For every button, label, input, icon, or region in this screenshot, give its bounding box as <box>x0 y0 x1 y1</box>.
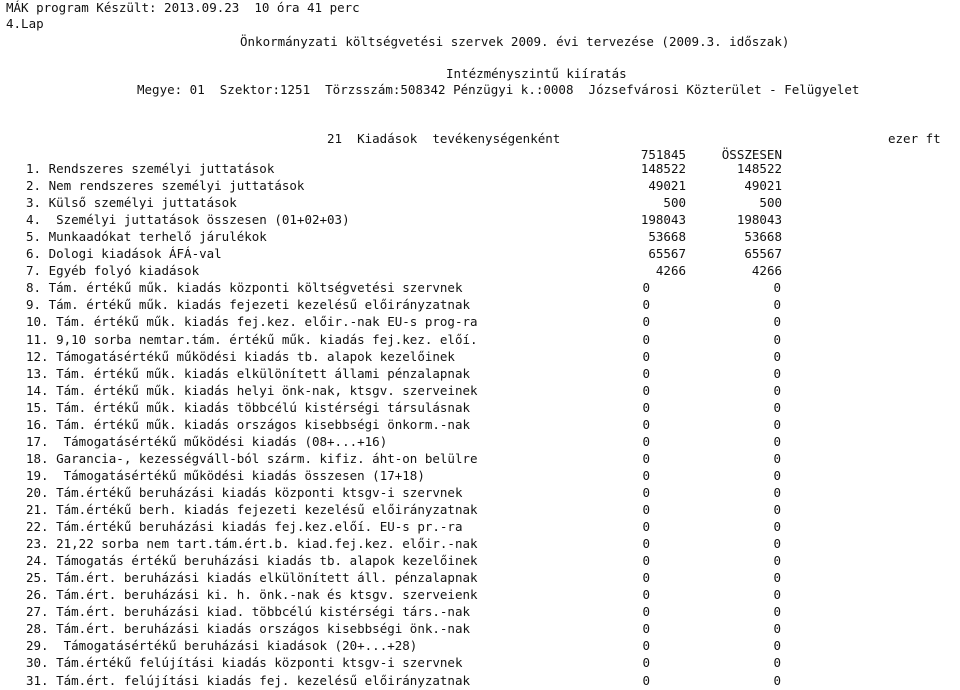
section-heading: 21 Kiadások tevékenységenként <box>327 131 561 146</box>
row-value-code: 0 <box>642 536 650 552</box>
table-row <box>0 211 960 229</box>
row-label: 30. Tám.értékű felújítási kiadás központi ktsgv-i szervnek <box>26 655 463 671</box>
row-label: 1. Rendszeres személyi juttatások <box>26 161 275 176</box>
table-row <box>0 637 960 655</box>
row-value-total: 0 <box>773 382 781 398</box>
table-row <box>0 160 960 178</box>
table-row <box>0 603 960 621</box>
row-value-total: 0 <box>773 280 781 296</box>
row-value-total: 500 <box>759 195 782 211</box>
institution-line: Megye: 01 Szektor:1251 Törzsszám:508342 Pénzügyi k.:0008 Józsefvárosi Közterület - Felügyelet <box>137 82 860 97</box>
row-value-code: 65567 <box>648 246 686 262</box>
row-value-total: 0 <box>773 467 781 483</box>
row-value-code: 0 <box>642 502 650 517</box>
row-label: 21. Tám.értékű berh. kiadás fejezeti kezelésű előirányzatnak <box>26 502 478 517</box>
row-value-code: 0 <box>642 553 650 569</box>
unit-label: ezer ft <box>888 131 941 146</box>
row-value-total: 0 <box>773 536 781 552</box>
row-value-total: 0 <box>773 638 781 654</box>
table-row <box>0 552 960 570</box>
table-row <box>0 569 960 587</box>
table-row <box>0 331 960 349</box>
row-value-total: 0 <box>773 297 781 313</box>
row-label: 9. Tám. értékű műk. kiadás fejezeti kezelésű előirányzatnak <box>26 297 471 313</box>
row-value-code: 0 <box>642 655 650 671</box>
row-value-total: 0 <box>773 331 781 347</box>
row-label: 5. Munkaadókat terhelő járulékok <box>26 229 267 245</box>
row-label: 14. Tám. értékű műk. kiadás helyi önk-nak, ktsgv. szerveinek <box>26 382 478 398</box>
row-value-code: 0 <box>642 314 650 330</box>
column-header-code: 751845 <box>640 147 686 162</box>
report-subtitle: Intézményszintű kiíratás <box>446 66 627 81</box>
row-value-total: 0 <box>773 314 781 330</box>
table-row <box>0 313 960 331</box>
row-value-code: 0 <box>642 638 650 654</box>
row-value-total: 0 <box>773 621 781 637</box>
row-value-total: 0 <box>773 348 781 364</box>
table-row <box>0 501 960 519</box>
row-label: 18. Garancia-, kezességváll-ból szárm. kifiz. áht-on belülre <box>26 450 478 466</box>
row-label: 28. Tám.ért. beruházási kiadás országos kisebbségi önk.-nak <box>26 621 471 637</box>
table-row <box>0 279 960 297</box>
row-label: 31. Tám.ért. felújítási kiadás fej. kezelésű előirányzatnak <box>26 672 471 688</box>
row-value-code: 0 <box>642 467 650 483</box>
row-value-code: 0 <box>642 621 650 637</box>
table-row <box>0 245 960 263</box>
row-value-total: 0 <box>773 502 781 517</box>
row-value-code: 0 <box>642 672 650 688</box>
row-value-code: 0 <box>642 331 650 347</box>
table-row <box>0 416 960 434</box>
row-value-total: 0 <box>773 484 781 500</box>
row-value-code: 0 <box>642 587 650 603</box>
row-label: 27. Tám.ért. beruházási kiad. többcélú kistérségi társ.-nak <box>26 604 471 620</box>
row-value-code: 0 <box>642 519 650 535</box>
table-row <box>0 382 960 400</box>
row-label: 8. Tám. értékű műk. kiadás központi költségvetési szervnek <box>26 280 463 296</box>
row-label: 6. Dologi kiadások ÁFÁ-val <box>26 246 222 262</box>
row-value-total: 0 <box>773 433 781 449</box>
row-value-total: 0 <box>773 604 781 620</box>
row-value-total: 0 <box>773 416 781 432</box>
row-value-total: 65567 <box>744 246 782 262</box>
row-label: 25. Tám.ért. beruházási kiadás elkülönített áll. pénzalapnak <box>26 570 478 586</box>
page-number: 4.Lap <box>6 16 44 31</box>
table-row <box>0 518 960 536</box>
table-row <box>0 586 960 604</box>
row-label: 19. Támogatásértékű működési kiadás összesen (17+18) <box>26 467 425 483</box>
row-label: 23. 21,22 sorba nem tart.tám.ért.b. kiad.fej.kez. előir.-nak <box>26 536 478 552</box>
row-value-code: 0 <box>642 484 650 500</box>
row-value-total: 0 <box>773 450 781 466</box>
table-row <box>0 535 960 553</box>
row-value-code: 0 <box>642 365 650 381</box>
row-label: 11. 9,10 sorba nemtar.tám. értékű műk. kiadás fej.kez. előí. <box>26 331 478 347</box>
table-row <box>0 228 960 246</box>
row-value-total: 0 <box>773 365 781 381</box>
row-label: 29. Támogatásértékű beruházási kiadások (20+...+28) <box>26 638 418 654</box>
row-value-code: 0 <box>642 416 650 432</box>
row-label: 12. Támogatásértékű működési kiadás tb. alapok kezelőinek <box>26 348 455 364</box>
row-value-code: 49021 <box>648 178 686 194</box>
table-row <box>0 484 960 502</box>
row-label: 7. Egyéb folyó kiadások <box>26 263 200 279</box>
table-row <box>0 296 960 314</box>
row-value-code: 0 <box>642 297 650 313</box>
row-value-code: 0 <box>642 433 650 449</box>
row-value-code: 53668 <box>648 229 686 245</box>
table-row <box>0 654 960 672</box>
table-row <box>0 194 960 212</box>
row-label: 22. Tám.értékű beruházási kiadás fej.kez.előí. EU-s pr.-ra <box>26 519 463 535</box>
row-value-code: 0 <box>642 348 650 364</box>
row-value-code: 500 <box>663 195 686 211</box>
row-label: 2. Nem rendszeres személyi juttatások <box>26 178 305 194</box>
row-value-code: 0 <box>642 399 650 415</box>
table-row <box>0 399 960 417</box>
table-row <box>0 348 960 366</box>
row-label: 10. Tám. értékű műk. kiadás fej.kez. előir.-nak EU-s prog-ra <box>26 314 478 330</box>
row-value-code: 4266 <box>655 263 686 279</box>
table-row <box>0 467 960 485</box>
row-value-total: 4266 <box>751 263 782 279</box>
row-value-total: 0 <box>773 570 781 586</box>
row-value-code: 0 <box>642 382 650 398</box>
row-value-total: 0 <box>773 519 781 535</box>
row-value-code: 0 <box>642 450 650 466</box>
row-value-total: 0 <box>773 587 781 603</box>
row-value-total: 0 <box>773 672 781 688</box>
row-value-total: 198043 <box>736 212 782 228</box>
report-title: Önkormányzati költségvetési szervek 2009. évi tervezése (2009.3. időszak) <box>240 34 790 49</box>
row-value-code: 0 <box>642 570 650 586</box>
row-label: 15. Tám. értékű műk. kiadás többcélú kistérségi társulásnak <box>26 399 471 415</box>
row-value-total: 0 <box>773 553 781 569</box>
row-label: 16. Tám. értékű műk. kiadás országos kisebbségi önkorm.-nak <box>26 416 471 432</box>
row-value-total: 0 <box>773 399 781 415</box>
row-value-total: 53668 <box>744 229 782 245</box>
row-label: 26. Tám.ért. beruházási ki. h. önk.-nak és ktsgv. szerveienk <box>26 587 478 603</box>
row-value-code: 198043 <box>640 212 686 228</box>
row-value-code: 148522 <box>640 161 686 176</box>
table-row <box>0 433 960 451</box>
row-value-total: 0 <box>773 655 781 671</box>
row-label: 17. Támogatásértékű működési kiadás (08+...+16) <box>26 433 388 449</box>
row-label: 3. Külső személyi juttatások <box>26 195 237 211</box>
program-info: MÁK program Készült: 2013.09.23 10 óra 41 perc <box>6 0 360 15</box>
row-value-code: 0 <box>642 280 650 296</box>
table-row <box>0 365 960 383</box>
table-row <box>0 620 960 638</box>
table-row <box>0 672 960 690</box>
row-value-total: 49021 <box>744 178 782 194</box>
row-label: 24. Támogatás értékű beruházási kiadás tb. alapok kezelőinek <box>26 553 478 569</box>
column-header-total: ÖSSZESEN <box>721 147 782 162</box>
row-value-code: 0 <box>642 604 650 620</box>
table-row <box>0 450 960 468</box>
row-value-total: 148522 <box>736 161 782 176</box>
row-label: 4. Személyi juttatások összesen (01+02+03) <box>26 212 350 228</box>
table-row <box>0 262 960 280</box>
table-row <box>0 177 960 195</box>
row-label: 20. Tám.értékű beruházási kiadás központi ktsgv-i szervnek <box>26 484 463 500</box>
row-label: 13. Tám. értékű műk. kiadás elkülönített állami pénzalapnak <box>26 365 471 381</box>
